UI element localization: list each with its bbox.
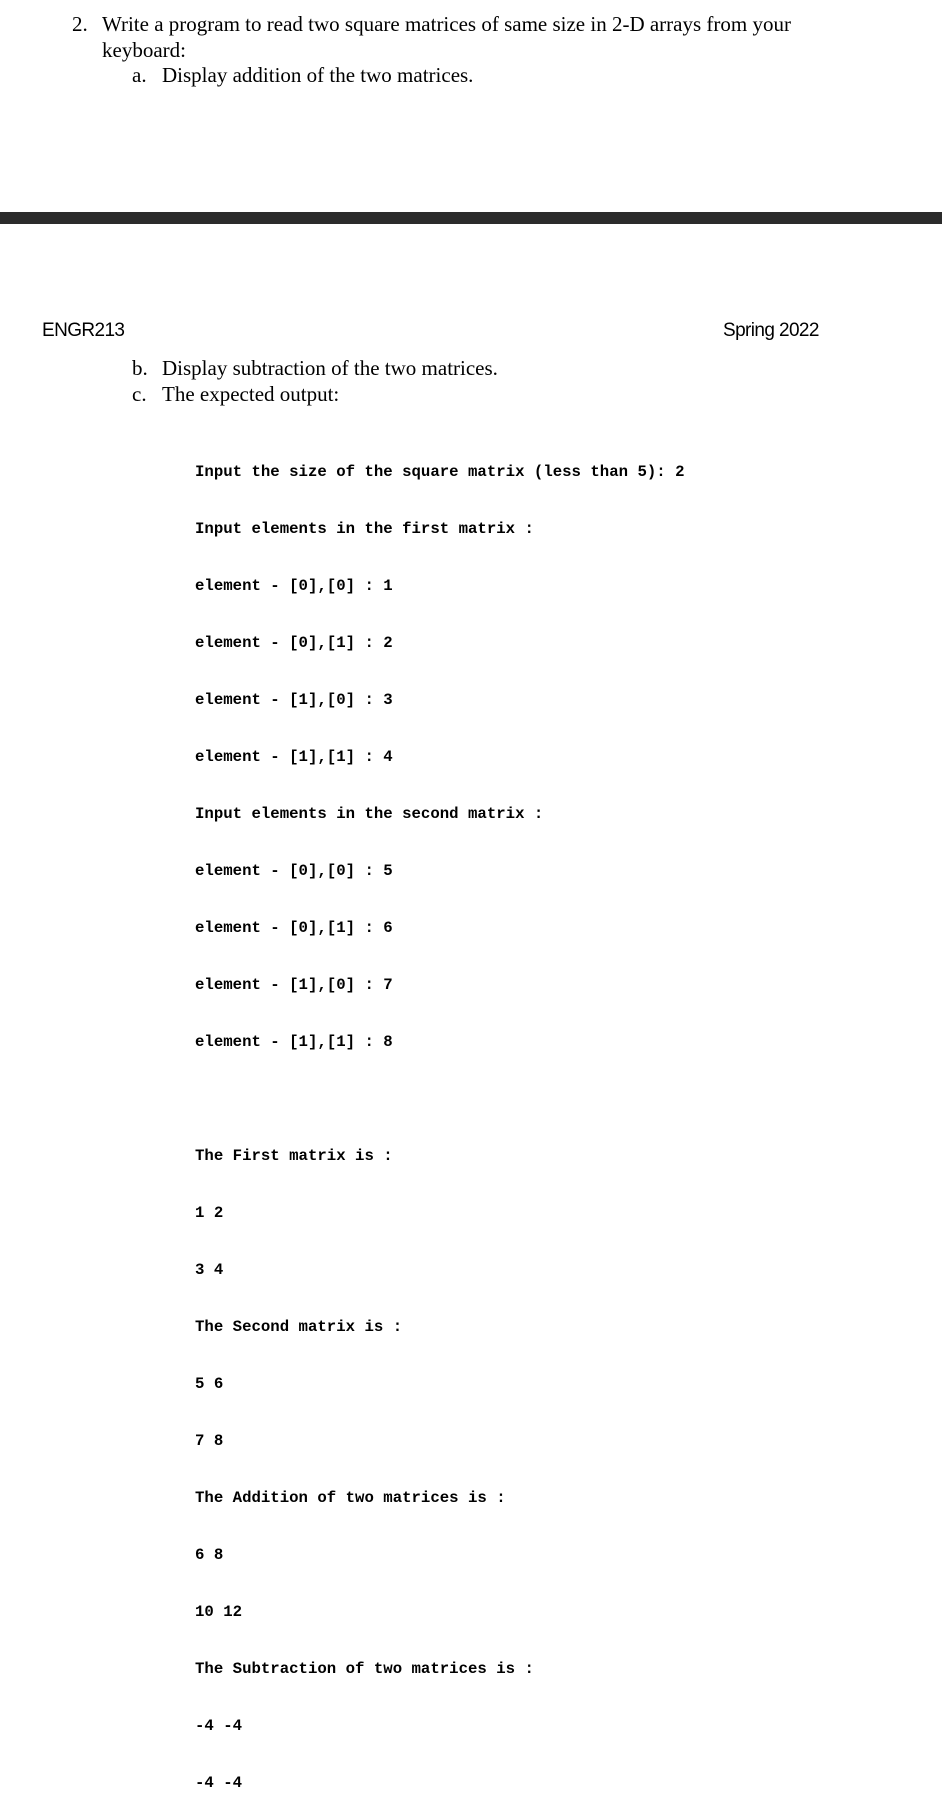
page-divider [0,212,942,224]
subitem-c-letter: c. [132,382,147,406]
term-label: Spring 2022 [723,320,819,341]
subitem-b-letter: b. [132,356,148,380]
console-line: The Addition of two matrices is : [195,1489,506,1507]
course-code: ENGR213 [42,320,125,341]
console-line: element - [1],[1] : 4 [195,748,393,766]
question-number: 2. [72,12,88,36]
subitem-b-text: Display subtraction of the two matrices. [162,356,498,380]
subitem-c [132,381,339,407]
console-line: element - [0],[1] : 2 [195,634,393,652]
console-line: 1 2 [195,1204,224,1222]
console-line: Input elements in the first matrix : [195,520,534,538]
subitem-a-letter: a. [132,63,147,87]
subitem-a-text: Display addition of the two matrices. [162,63,474,87]
console-line: element - [1],[0] : 3 [195,691,393,709]
console-line: 10 12 [195,1603,243,1621]
question-text-line-2: keyboard: [102,38,186,62]
console-line: element - [0],[1] : 6 [195,919,393,937]
console-line: The Subtraction of two matrices is : [195,1660,534,1678]
question-line-1 [72,11,791,37]
console-line: element - [1],[0] : 7 [195,976,393,994]
console-line: Input elements in the second matrix : [195,805,544,823]
console-line: element - [0],[0] : 5 [195,862,393,880]
console-line: 7 8 [195,1432,224,1450]
subitem-b [132,355,498,381]
console-line: The First matrix is : [195,1147,393,1165]
console-line: element - [0],[0] : 1 [195,577,393,595]
question-text-line-1: Write a program to read two square matrices of same size in 2-D arrays from your [102,12,791,36]
expected-output-console [195,425,685,1812]
console-line: The Second matrix is : [195,1318,403,1336]
console-line: element - [1],[1] : 8 [195,1033,393,1051]
console-line: 3 4 [195,1261,224,1279]
console-line: -4 -4 [195,1774,243,1792]
subitem-c-text: The expected output: [162,382,340,406]
console-blank-line [195,1090,685,1109]
subitem-a [132,62,473,88]
console-line: 5 6 [195,1375,224,1393]
console-line: Input the size of the square matrix (less than 5): 2 [195,463,685,481]
console-line: 6 8 [195,1546,224,1564]
console-line: -4 -4 [195,1717,243,1735]
